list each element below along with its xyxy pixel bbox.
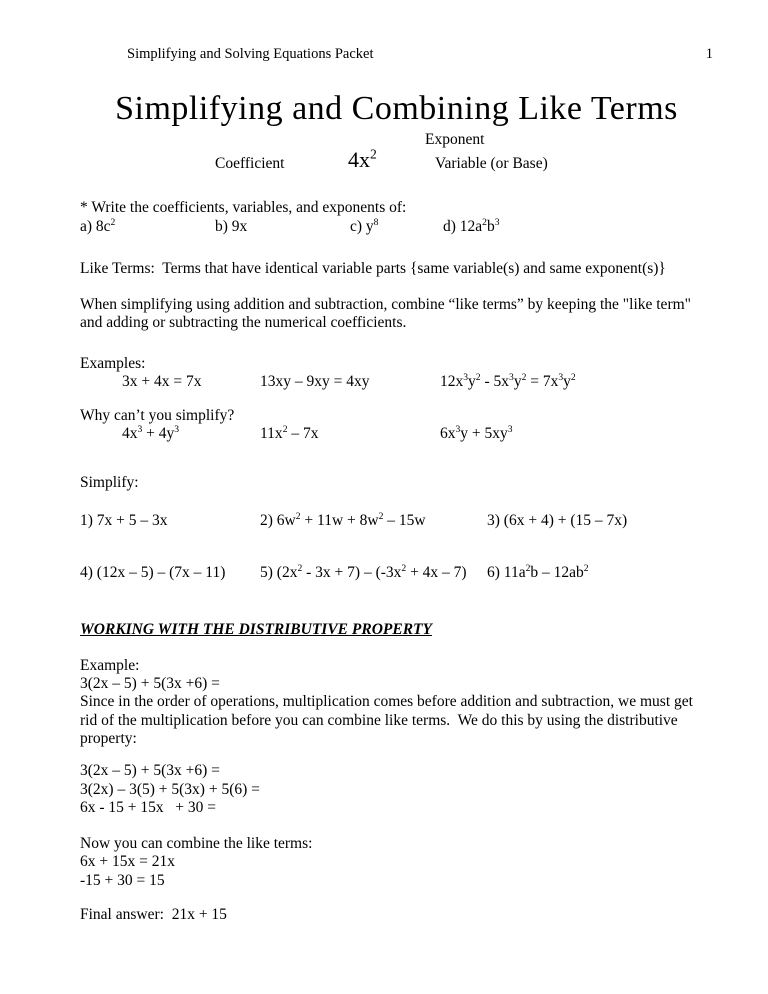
why-simplify-label: Why can’t you simplify?: [80, 407, 235, 425]
exponent-label: Exponent: [425, 131, 485, 149]
simplify-label: Simplify:: [80, 473, 139, 491]
combine-line-1: 6x + 15x = 21x: [80, 853, 175, 871]
why-item-1: $4x^3 + 4y^3$: [122, 424, 180, 443]
write-item-a: a) $8c^2$: [80, 216, 116, 235]
page-number: 1: [705, 46, 713, 62]
example-label: Example:: [80, 656, 140, 674]
distributive-section-heading: WORKING WITH THE DISTRIBUTIVE PROPERTY: [80, 620, 432, 638]
like-terms-definition: Like Terms: Terms that have identical variable parts {same variable(s) and same exponent(s)}: [80, 259, 666, 277]
combine-label: Now you can combine the like terms:: [80, 835, 313, 853]
problem-5: 5) $(2x^2 - 3x + 7) - (-3x^2 + 4x - 7)$: [260, 563, 467, 582]
final-answer: Final answer: 21x + 15: [80, 905, 227, 923]
problem-1: 1) 7x + 5 – 3x: [80, 512, 168, 530]
document-title: Simplifying and Combining Like Terms: [115, 90, 678, 128]
write-prompt: * Write the coefficients, variables, and exponents of:: [80, 199, 407, 217]
combine-line-2: -15 + 30 = 15: [80, 871, 165, 889]
page-header: [80, 46, 713, 63]
problem-2: 2) $6w^2 + 11w + 8w^2 - 15w$: [260, 510, 426, 530]
why-item-3: $6x^3y + 5xy^3$: [440, 424, 513, 443]
write-items-row: [80, 218, 713, 236]
work-lines: [80, 762, 713, 817]
simplify-note: When simplifying using addition and subtraction, combine “like terms” by keeping the "like term" and adding or subtracting the numerical coefficients.: [80, 296, 695, 332]
problems-row-1: [80, 512, 713, 530]
write-item-c: c) $y^8$: [350, 216, 379, 235]
problems-row-2: [80, 564, 713, 582]
examples-row: [122, 373, 713, 391]
why-items-row: [122, 425, 713, 443]
work-line-3: 6x - 15 + 15x + 30 =: [80, 798, 217, 816]
write-item-d: d) $12a^2b^3$: [443, 216, 500, 235]
example-1: 3x + 4x = 7x: [122, 372, 202, 390]
problem-4: 4) (12x – 5) – (7x – 11): [80, 564, 226, 582]
coefficient-label: Coefficient: [215, 155, 285, 173]
work-line-2: 3(2x) – 3(5) + 5(3x) + 5(6) =: [80, 780, 260, 798]
term-anatomy-diagram: [80, 131, 713, 187]
problem-3: 3) (6x + 4) + (15 – 7x): [487, 512, 628, 530]
examples-label: Examples:: [80, 354, 146, 372]
example-expression: 3(2x – 5) + 5(3x +6) =: [80, 675, 220, 693]
example-explanation: Since in the order of operations, multiplication comes before addition and subtraction, we must get rid of the multiplication before you can combine like terms. We do this by using the distributive property:: [80, 693, 697, 747]
work-line-1: 3(2x – 5) + 5(3x +6) =: [80, 762, 220, 780]
example-3: $12x^3y^2 - 5x^3y^2 = 7x^3y^2$: [440, 371, 576, 390]
header-title: Simplifying and Solving Equations Packet: [127, 46, 374, 62]
example-2: 13xy – 9xy = 4xy: [260, 372, 370, 390]
why-item-2: $11x^2 - 7x$: [260, 424, 319, 443]
write-item-b: b) 9x: [215, 217, 248, 235]
problem-6: 6) $11a^2b - 12ab^2$: [487, 563, 589, 582]
example-term: $4x^2$: [348, 146, 377, 173]
variable-label: Variable (or Base): [435, 155, 548, 173]
